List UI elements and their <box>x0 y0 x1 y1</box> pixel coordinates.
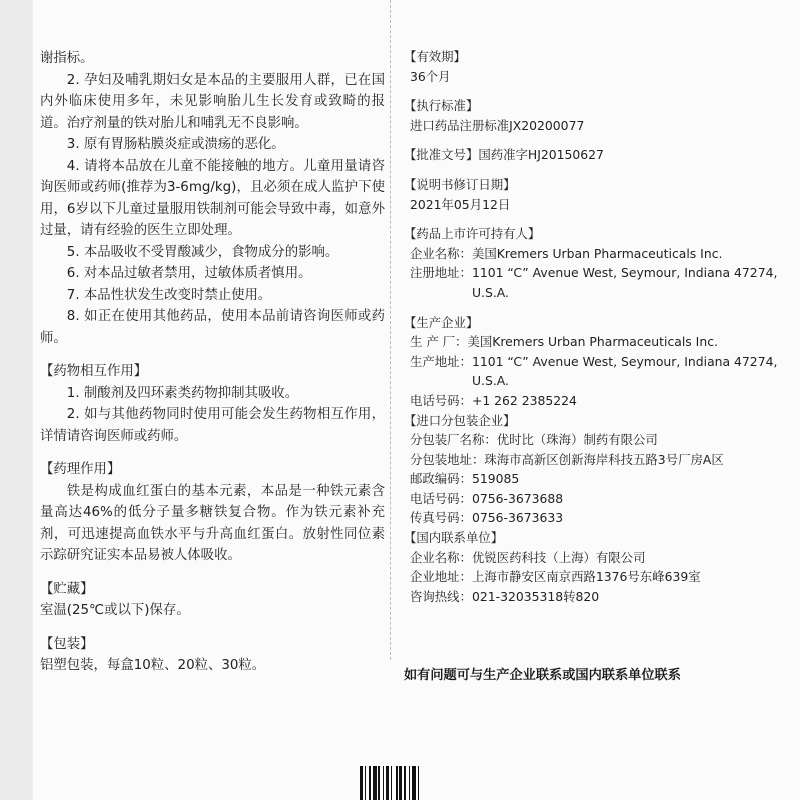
domestic-heading: 【国内联系单位】 <box>404 530 504 546</box>
right-column <box>404 47 794 606</box>
precaution-item: 6. 对本品过敏者禁用，过敏体质者慎用。 <box>66 266 312 281</box>
barcode <box>360 766 500 800</box>
left-column <box>40 48 385 677</box>
storage-text: 室温(25℃或以下)保存。 <box>40 603 190 618</box>
pharmacology-text: 铁是构成血红蛋白的基本元素，本品是一种铁元素含量高达46%的低分子量多糖铁复合物。作为铁元素补充剂，可迅速提高血铁水平与升高血红蛋白。放射性同位素示踪研究证实本品易被人体吸收。 <box>40 483 385 563</box>
domestic-value: 021-32035318转820 <box>471 588 600 604</box>
domestic-value: 优锐医药科技（上海）有限公司 <box>471 549 646 565</box>
mfr-heading: 【生产企业】 <box>404 314 479 330</box>
precautions-list <box>40 70 385 350</box>
package-text: 铝塑包装，每盒10粒、20粒、30粒。 <box>40 658 266 673</box>
precaution-item: 5. 本品吸收不受胃酸减少，食物成分的影响。 <box>66 244 339 260</box>
packer-key: 电话号码： <box>410 490 472 506</box>
mah-heading: 【药品上市许可持有人】 <box>404 226 541 242</box>
validity-heading: 【有效期】 <box>404 49 466 64</box>
domestic-value: 上海市静安区南京西路1376号东峰639室 <box>471 569 701 585</box>
precaution-item: 7. 本品性状发生改变时禁止使用。 <box>66 287 272 303</box>
packer-value: 珠海市高新区创新海岸科技五路3号厂房A区 <box>484 451 724 467</box>
mah-value: 美国Kremers Urban Pharmaceuticals Inc. <box>471 245 723 261</box>
interactions-heading: 【药物相互作用】 <box>40 364 148 379</box>
interaction-item: 2. 如与其他药物同时使用可能会发生药物相互作用，详情请咨询医师或药师。 <box>40 407 385 444</box>
mah-key: 企业名称： <box>410 245 472 261</box>
storage-heading: 【贮藏】 <box>40 581 94 597</box>
validity-value: 36个月 <box>410 68 451 84</box>
precaution-item: 8. 如正在使用其他药品，使用本品前请咨询医师或药师。 <box>40 309 385 346</box>
revision-heading: 【说明书修订日期】 <box>404 176 516 192</box>
domestic-key: 企业地址： <box>410 569 472 585</box>
approval-title: 【批准文号】 <box>404 147 479 163</box>
mah-key: 注册地址： <box>410 265 472 281</box>
domestic-row <box>404 567 794 587</box>
mfr-key: 电话号码： <box>410 392 472 408</box>
mfr-value: 美国Kremers Urban Pharmaceuticals Inc. <box>467 334 718 350</box>
barcode-bar <box>419 766 422 800</box>
column-divider <box>390 0 392 660</box>
packer-row <box>404 430 794 450</box>
revision-value: 2021年05月12日 <box>410 196 511 212</box>
packer-value: 0756-3673688 <box>471 490 564 506</box>
interaction-item: 1. 制酸剂及四环素类药物抑制其吸收。 <box>66 385 299 401</box>
mfr-key: 生产地址： <box>410 353 472 369</box>
precaution-item: 3. 原有胃肠粘膜炎症或溃疡的恶化。 <box>66 137 285 152</box>
approval-value: 国药准字HJ20150627 <box>478 147 604 163</box>
contact-note: 如有问题可与生产企业联系或国内联系单位联系 <box>404 668 681 683</box>
standard-value: 进口药品注册标准JX20200077 <box>410 117 585 133</box>
mfr-value: 1101 “C” Avenue West, Seymour, Indiana 47274, U.S.A. <box>471 353 778 389</box>
precaution-item: 2. 孕妇及哺乳期妇女是本品的主要服用人群，已在国内外临床使用多年，未见影响胎儿生长发育或致畸的报道。治疗剂量的铁对胎儿和哺乳无不良影响。 <box>40 72 385 131</box>
domestic-row <box>404 587 794 607</box>
package-heading: 【包装】 <box>40 636 94 652</box>
mfr-row <box>404 391 794 411</box>
pharmacology-heading: 【药理作用】 <box>40 462 121 477</box>
approval-heading <box>404 145 794 165</box>
packer-row <box>404 508 794 528</box>
precaution-item: 4. 请将本品放在儿童不能接触的地方。儿童用量请咨询医师或药师(推荐为3-6mg/kg)，且必须在成人监护下使用，6岁以下儿童过量服用铁制剂可能会导致中毒，如意外过量，请有经验的医生立即处理。 <box>40 158 385 238</box>
packer-value: 0756-3673633 <box>471 510 564 526</box>
mfr-key: 生 产 厂： <box>410 334 468 350</box>
packer-row <box>404 489 794 509</box>
mfr-value: +1 262 2385224 <box>471 392 577 408</box>
mah-row <box>404 244 794 264</box>
mah-value: 1101 “C” Avenue West, Seymour, Indiana 47274, U.S.A. <box>471 265 778 300</box>
packer-row <box>404 450 794 470</box>
packer-key: 分包装地址： <box>410 451 485 467</box>
packer-row <box>404 469 794 489</box>
mfr-row <box>404 332 794 352</box>
intro-end: 谢指标。 <box>40 51 94 66</box>
packer-heading: 【进口分包装企业】 <box>404 412 516 428</box>
packer-key: 分包装厂名称： <box>410 432 497 448</box>
domestic-key: 企业名称： <box>410 549 472 565</box>
mfr-row <box>404 352 794 391</box>
standard-heading: 【执行标准】 <box>404 98 479 114</box>
packer-key: 传真号码： <box>410 510 472 526</box>
domestic-row <box>404 548 794 568</box>
packer-value: 优时比（珠海）制药有限公司 <box>496 432 658 448</box>
domestic-key: 咨询热线： <box>410 588 472 604</box>
packer-key: 邮政编码： <box>410 471 472 487</box>
packer-value: 519085 <box>471 471 520 487</box>
mah-row <box>404 263 794 302</box>
